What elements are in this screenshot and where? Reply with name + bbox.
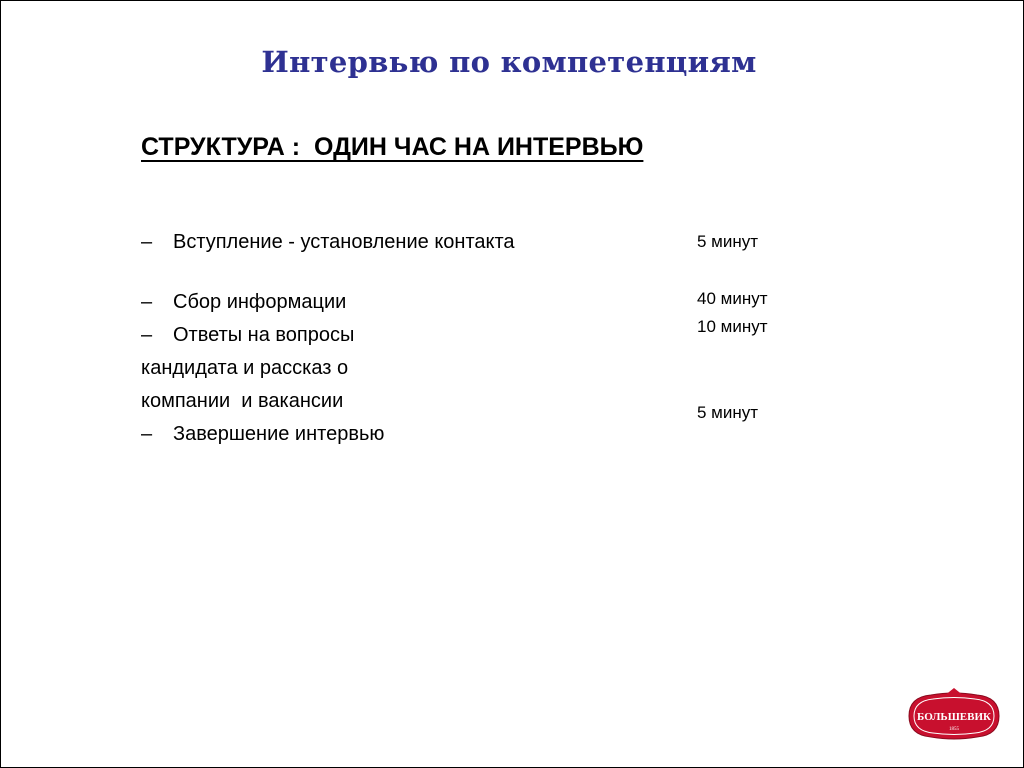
logo-text: БОЛЬШЕВИК <box>917 711 991 723</box>
slide-title: Интервью по компетенциям <box>261 45 757 79</box>
time-value: 5 минут <box>697 403 759 422</box>
list-item: Ответы на вопросы <box>173 324 355 346</box>
bolshevik-logo <box>901 687 1007 745</box>
time-value: 10 минут <box>697 317 768 336</box>
list-item-continuation: компании и вакансии <box>141 390 344 412</box>
list-dash: – <box>141 423 153 445</box>
logo-year: 1855 <box>949 727 959 732</box>
list-item: Вступление - установление контакта <box>173 231 515 253</box>
slide-subtitle: СТРУКТУРА : ОДИН ЧАС НА ИНТЕРВЬЮ <box>141 133 644 161</box>
time-value: 5 минут <box>697 232 759 251</box>
list-dash: – <box>141 231 153 253</box>
time-value: 40 минут <box>697 289 768 308</box>
list-item-continuation: кандидата и рассказ о <box>141 357 349 379</box>
logo-crown <box>944 688 964 696</box>
list-dash: – <box>141 291 153 313</box>
list-dash: – <box>141 324 153 346</box>
list-item: Сбор информации <box>173 291 347 313</box>
list-item: Завершение интервью <box>173 423 385 445</box>
